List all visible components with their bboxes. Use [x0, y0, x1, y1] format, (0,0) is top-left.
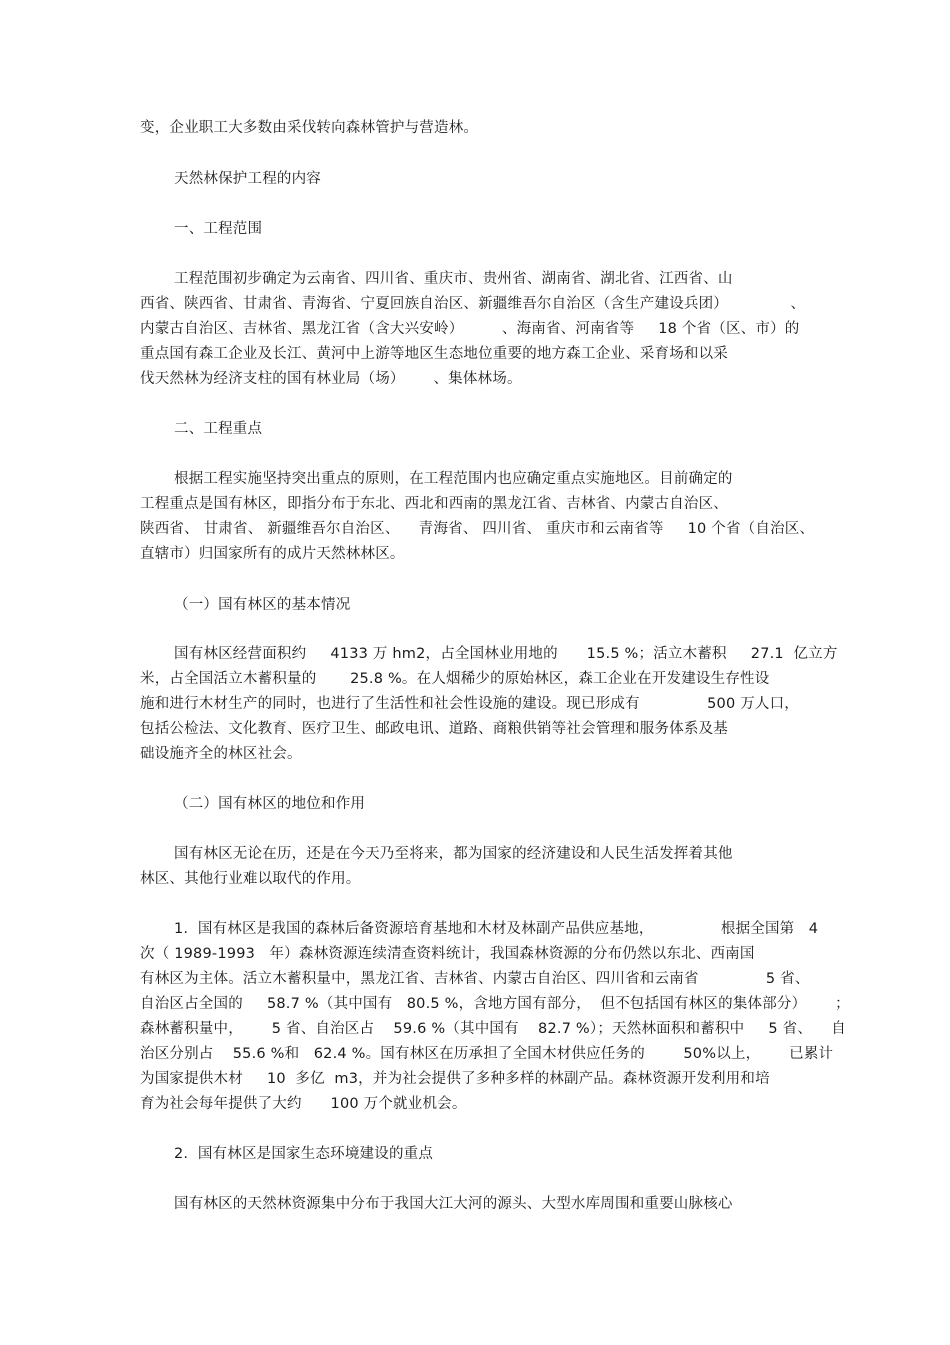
paragraph-line: 直辖市）归国家所有的成片天然林林区。: [140, 546, 405, 562]
paragraph-line: 有林区为主体。活立木蓄积量中，黑龙江省、吉林省、内蒙古自治区、四川省和云南省 5 省、: [140, 971, 810, 987]
paragraph-line: 重点国有森工企业及长江、黄河中上游等地区生态地位重要的地方森工企业、采育场和以采: [140, 346, 728, 362]
paragraph-line: 米，占全国活立木蓄积量的 25.8 %。在人烟稀少的原始林区，森工企业在开发建设生存性设: [140, 671, 770, 687]
section-heading: 天然林保护工程的内容: [174, 171, 321, 187]
paragraph-line: 内蒙古自治区、吉林省、黑龙江省（含大兴安岭） 、海南省、河南省等 18 个省（区、市）的: [140, 321, 800, 337]
paragraph-line: 自治区占全国的 58.7 %（其中国有 80.5 %，含地方国有部分， 但不包括国有林区的集体部分） ；: [140, 996, 850, 1012]
paragraph-line: 为国家提供木材 10 多亿 m3，并为社会提供了多种多样的林副产品。森林资源开发利用和培: [140, 1071, 770, 1087]
paragraph-line: 国有林区的天然林资源集中分布于我国大江大河的源头、大型水库周围和重要山脉核心: [174, 1196, 733, 1212]
list-item-heading: 2. 国有林区是国家生态环境建设的重点: [174, 1146, 434, 1162]
subsection-heading: （一）国有林区的基本情况: [174, 597, 351, 613]
paragraph-line: 育为社会每年提供了大约 100 万个就业机会。: [140, 1096, 467, 1112]
paragraph-line: 西省、陕西省、甘肃省、青海省、宁夏回族自治区、新疆维吾尔自治区（含生产建设兵团） 、: [140, 296, 806, 312]
paragraph-line: 陕西省、 甘肃省、 新疆维吾尔自治区、 青海省、 四川省、 重庆市和云南省等 10 个省（自治区、: [140, 521, 815, 537]
paragraph-line: 森林蓄积量中， 5 省、自治区占 59.6 %（其中国有 82.7 %）；天然林面积和蓄积中 5 省、 自: [140, 1021, 846, 1037]
paragraph-line: 伐天然林为经济支柱的国有林业局（场） 、集体林场。: [140, 371, 522, 387]
subsection-heading: （二）国有林区的地位和作用: [174, 796, 366, 812]
paragraph-line: 工程范围初步确定为云南省、四川省、重庆市、贵州省、湖南省、湖北省、江西省、山: [174, 271, 733, 287]
paragraph-line: 变，企业职工大多数由采伐转向森林管护与营造林。: [140, 120, 479, 136]
paragraph-line: 包括公检法、文化教育、医疗卫生、邮政电讯、道路、商粮供销等社会管理和服务体系及基: [140, 721, 728, 737]
paragraph-line: 1. 国有林区是我国的森林后备资源培育基地和木材及林副产品供应基地， 根据全国第 4: [174, 921, 819, 937]
paragraph-line: 根据工程实施坚持突出重点的原则，在工程范围内也应确定重点实施地区。目前确定的: [174, 471, 733, 487]
paragraph-line: 次（ 1989-1993 年）森林资源连续清查资料统计，我国森林资源的分布仍然以东北、西南国: [140, 946, 755, 962]
paragraph-line: 国有林区经营面积约 4133 万 hm2，占全国林业用地的 15.5 %；活立木蓄积 27.1 亿立方: [174, 646, 838, 662]
section-heading: 二、工程重点: [174, 421, 263, 437]
paragraph-line: 治区分别占 55.6 %和 62.4 %。国有林区在历承担了全国木材供应任务的 50%以上， 已累计: [140, 1046, 834, 1062]
paragraph-line: 础设施齐全的林区社会。: [140, 746, 302, 762]
paragraph-line: 施和进行木材生产的同时，也进行了生活性和社会性设施的建设。现已形成有 500 万人口，: [140, 696, 800, 712]
paragraph-line: 林区、其他行业难以取代的作用。: [140, 871, 361, 887]
paragraph-line: 工程重点是国有林区，即指分布于东北、西北和西南的黑龙江省、吉林省、内蒙古自治区、: [140, 496, 728, 512]
paragraph-line: 国有林区无论在历，还是在今天乃至将来，都为国家的经济建设和人民生活发挥着其他: [174, 846, 733, 862]
section-heading: 一、工程范围: [174, 221, 263, 237]
